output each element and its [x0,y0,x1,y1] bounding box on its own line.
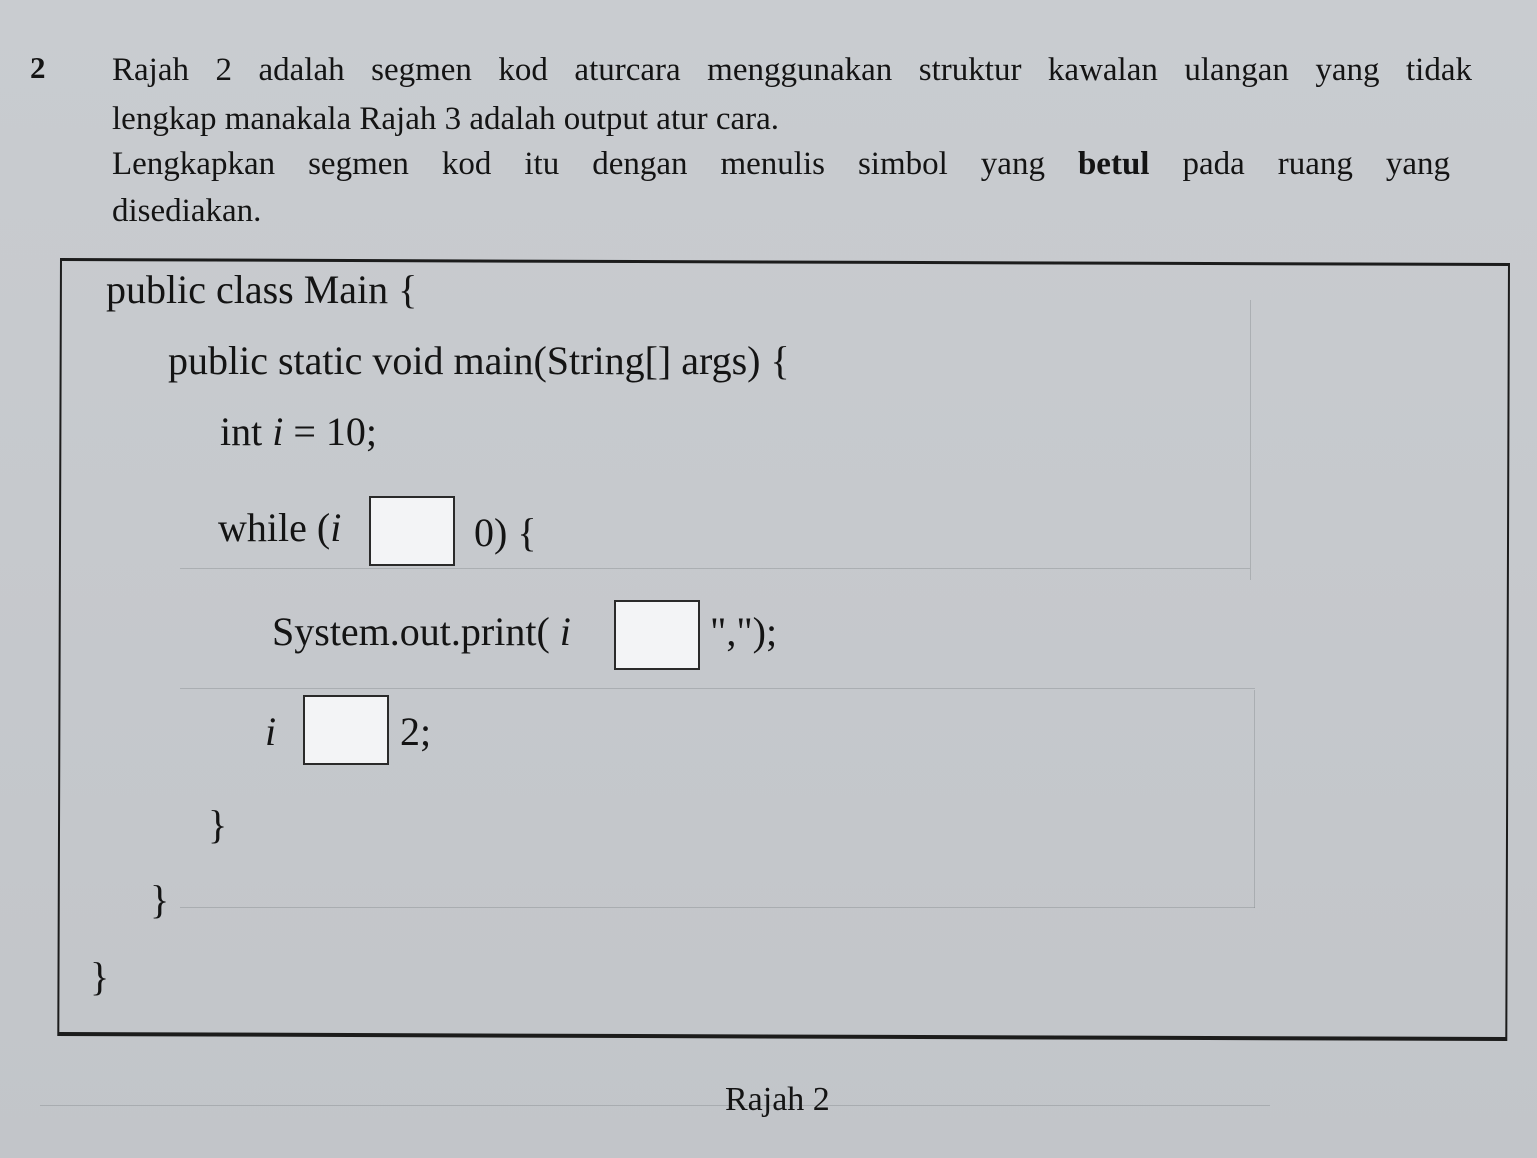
answer-box-condition-operator[interactable] [369,496,455,566]
code-variable-declaration [220,409,378,454]
variable-i: i [330,505,342,550]
variable-i: i [559,609,571,654]
question-text-line-4: disediakan. [112,193,262,229]
code-print-statement [272,609,571,654]
answer-box-update-operator[interactable] [303,695,389,765]
variable-i: i [272,409,284,454]
code-close-while: } [208,802,228,847]
question-number: 2 [30,50,46,85]
while-keyword: while ( [218,505,331,550]
instruction-text-start: Lengkapkan segmen kod itu dengan menulis simbol yang [112,146,1045,182]
code-close-method: } [150,877,170,922]
code-class-declaration: public class Main { [106,267,418,312]
question-text-line-1: Rajah 2 adalah segmen kod aturcara menggunakan struktur kawalan ulangan yang tidak [112,52,1472,88]
code-while-statement [218,505,342,550]
answer-box-concatenation-operator[interactable] [614,600,700,670]
figure-caption: Rajah 2 [725,1081,830,1118]
instruction-text-end: pada ruang yang [1182,146,1451,182]
code-while-end: 0) { [474,510,537,555]
code-update-end: 2; [400,709,432,754]
question-text-line-3 [112,148,1450,181]
variable-i: i [265,709,277,754]
print-call: System.out.print( [272,609,550,654]
code-close-class: } [90,954,110,999]
question-text-line-2: lengkap manakala Rajah 3 adalah output atur cara. [112,101,780,137]
int-keyword: int [220,409,263,454]
code-method-declaration: public static void main(String[] args) { [168,338,790,383]
instruction-emphasis: betul [1077,146,1150,182]
assignment-value: = 10; [293,409,378,454]
show-through-rule [40,1105,1270,1106]
code-print-end: ","); [710,609,778,654]
